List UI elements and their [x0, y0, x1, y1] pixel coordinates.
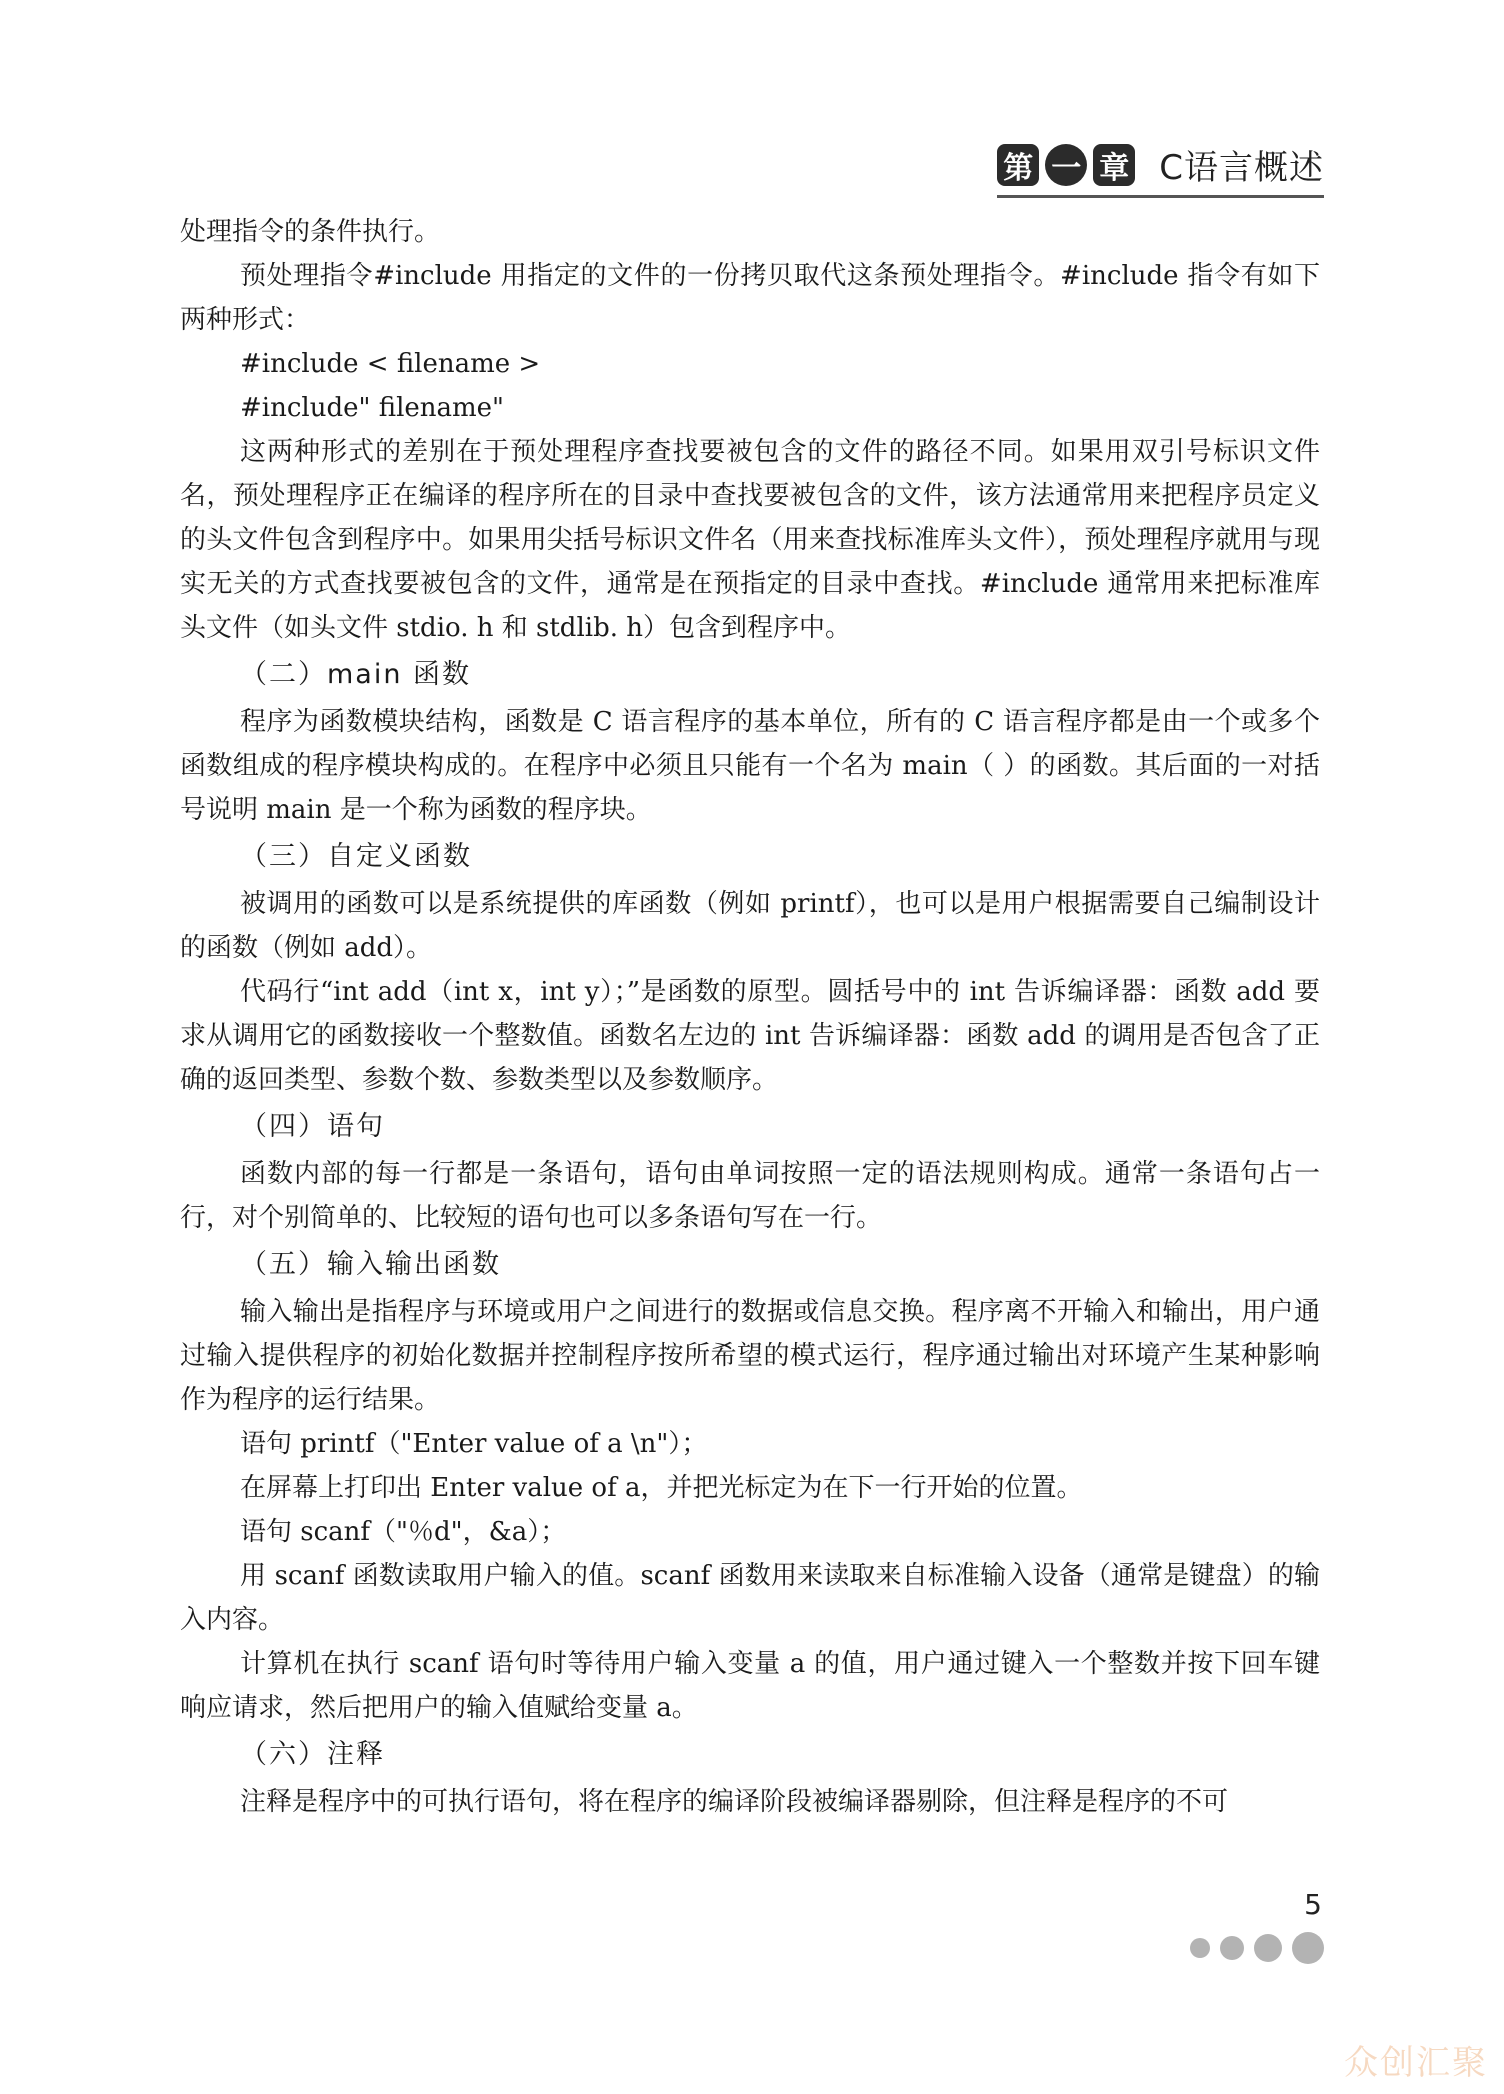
body-paragraph: 代码行“int add（int x，int y）；”是函数的原型。圆括号中的 int 告诉编译器：函数 add 要求从调用它的函数接收一个整数值。函数名左边的 int 告诉编译器：函数 add 的调用是否包含了正确的返回类型、参数个数、参数类型以及参数顺序。: [180, 977, 1320, 1095]
body-paragraph: 函数内部的每一行都是一条语句，语句由单词按照一定的语法规则构成。通常一条语句占一行，对个别简单的、比较短的语句也可以多条语句写在一行。: [180, 1159, 1320, 1233]
code-line: #include < filename >: [240, 349, 541, 379]
code-line: 在屏幕上打印出 Enter value of a，并把光标定为在下一行开始的位置。: [240, 1473, 1083, 1503]
decoration-dot: [1254, 1934, 1282, 1962]
watermark-logo: 众创汇聚: [1344, 2043, 1488, 2083]
section-heading: （五）输入输出函数: [240, 1249, 501, 1280]
chapter-title: C语言概述: [1159, 148, 1324, 188]
chapter-suffix: 章: [1093, 144, 1135, 186]
body-paragraph: 程序为函数模块结构，函数是 C 语言程序的基本单位，所有的 C 语言程序都是由一个或多个函数组成的程序模块构成的。在程序中必须且只能有一个名为 main（ ）的函数。其后面的一对括号说明 main 是一个称为函数的程序块。: [180, 707, 1320, 825]
code-line: 语句 scanf（"％d"，&a）；: [240, 1517, 567, 1547]
decoration-dot: [1190, 1938, 1210, 1958]
body-paragraph: 预处理指令#include 用指定的文件的一份拷贝取代这条预处理指令。#include 指令有如下两种形式：: [180, 261, 1320, 335]
chapter-header: [997, 140, 1324, 198]
page-decoration-dots: [1180, 1932, 1324, 1964]
section-heading: （三）自定义函数: [240, 841, 472, 872]
body-paragraph: 被调用的函数可以是系统提供的库函数（例如 printf），也可以是用户根据需要自己编制设计的函数（例如 add）。: [180, 889, 1320, 963]
section-heading: （六）注释: [240, 1739, 385, 1770]
decoration-dot: [1292, 1932, 1324, 1964]
body-paragraph: 用 scanf 函数读取用户输入的值。scanf 函数用来读取来自标准输入设备（通常是键盘）的输入内容。: [180, 1561, 1320, 1635]
body-paragraph: 输入输出是指程序与环境或用户之间进行的数据或信息交换。程序离不开输入和输出，用户通过输入提供程序的初始化数据并控制程序按所希望的模式运行，程序通过输出对环境产生某种影响作为程序的运行结果。: [180, 1297, 1320, 1415]
body-paragraph: 处理指令的条件执行。: [180, 217, 441, 247]
body-paragraph: 这两种形式的差别在于预处理程序查找要被包含的文件的路径不同。如果用双引号标识文件名，预处理程序正在编译的程序所在的目录中查找要被包含的文件，该方法通常用来把程序员定义的头文件包含到程序中。如果用尖括号标识文件名（用来查找标准库头文件），预处理程序就用与现实无关的方式查找要被包含的文件，通常是在预指定的目录中查找。#include 通常用来把标准库头文件（如头文件 stdio. h 和 stdlib. h）包含到程序中。: [180, 437, 1320, 643]
section-heading: （二）main 函数: [240, 659, 472, 690]
body-paragraph: 注释是程序中的可执行语句，将在程序的编译阶段被编译器剔除，但注释是程序的不可: [240, 1787, 1229, 1817]
chapter-prefix: 第: [997, 144, 1039, 186]
decoration-dot: [1220, 1936, 1244, 1960]
section-heading: （四）语句: [240, 1111, 385, 1142]
body-paragraph: 计算机在执行 scanf 语句时等待用户输入变量 a 的值，用户通过键入一个整数并按下回车键响应请求，然后把用户的输入值赋给变量 a。: [180, 1649, 1320, 1723]
page-body: [180, 210, 1320, 1824]
code-line: #include" filename": [240, 393, 505, 423]
code-line: 语句 printf（"Enter value of a \n"）；: [240, 1429, 708, 1459]
chapter-number: 一: [1045, 144, 1087, 186]
page-number: 5: [1304, 1888, 1322, 1921]
